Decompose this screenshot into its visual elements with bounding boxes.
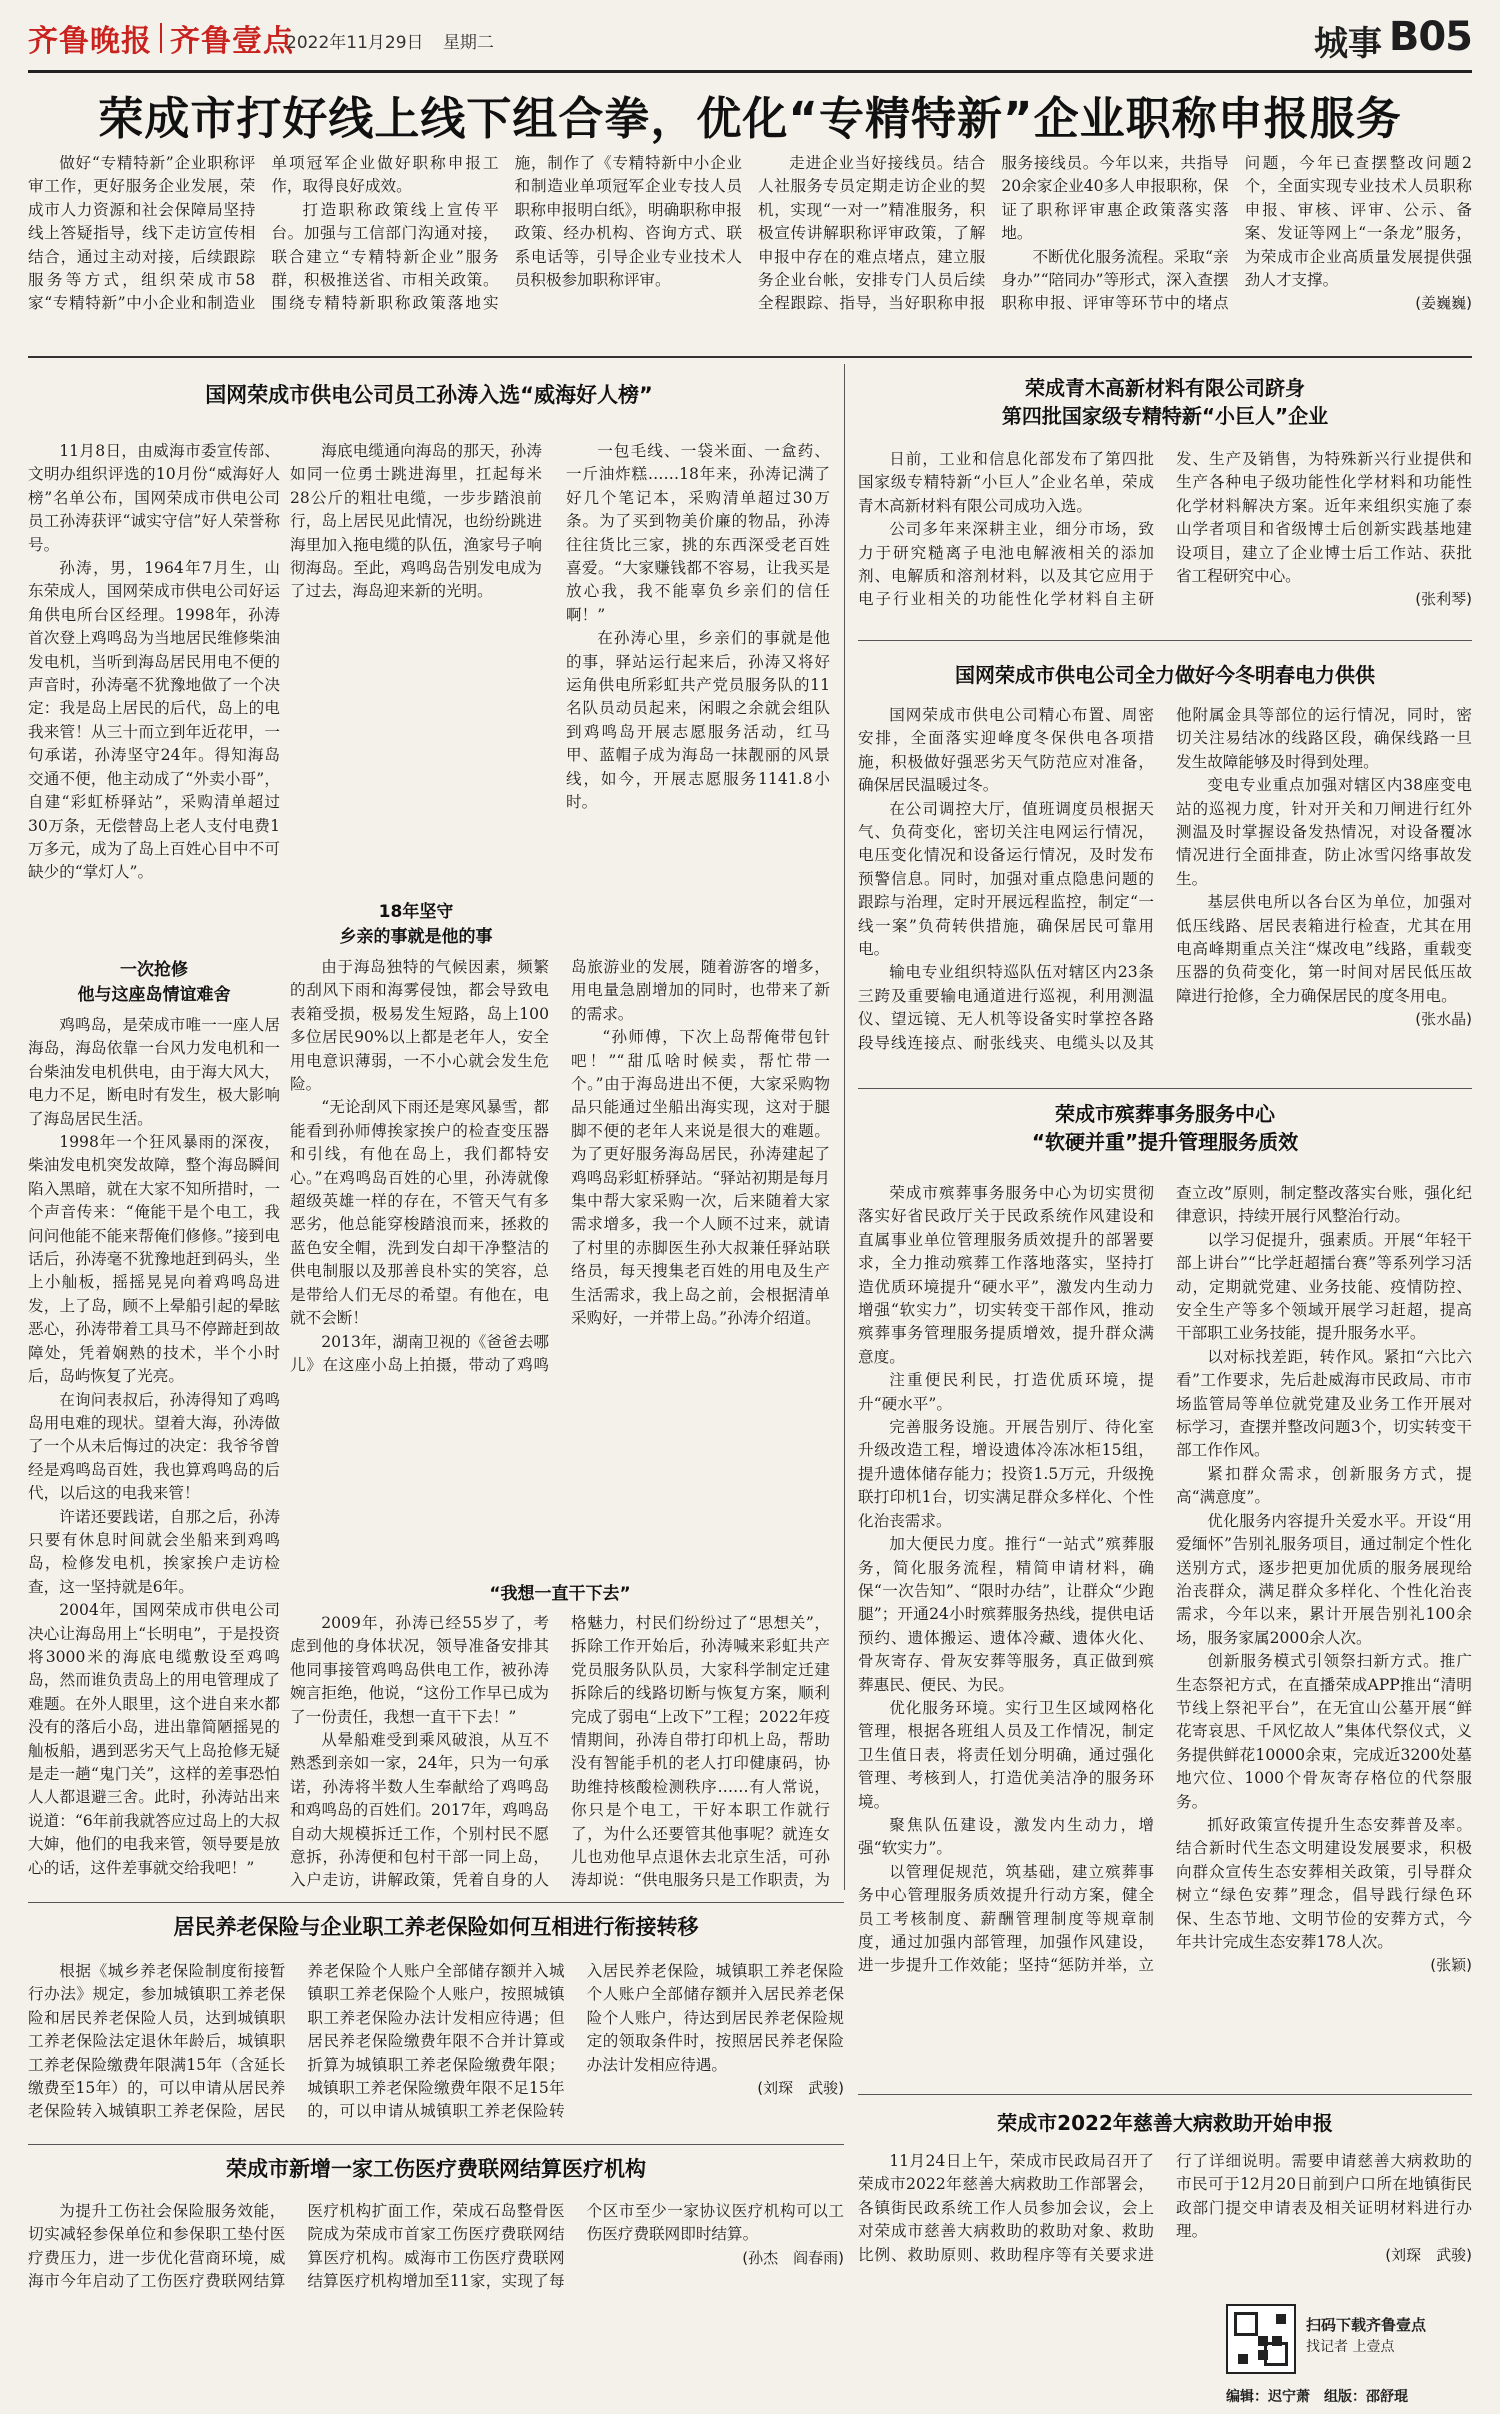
qingmu-title-line1: 荣成青木高新材料有限公司跻身 [1025, 376, 1305, 400]
suntao-paragraph: 许诺还要践诺，自那之后，孙涛只要有休息时间就会坐船来到鸡鸣岛，检修发电机，挨家挨户走访检查，这一坚持就是6年。 [28, 1507, 280, 1596]
power-paragraph: 变电专业重点加强对辖区内38座变电站的巡视力度，针对开关和刀闸进行红外测温及时掌握设备发热情况，对设备覆冰情况进行全面排查，防止冰雪闪络事故发生。 [1176, 776, 1472, 888]
suntao-subhead-2 [290, 900, 542, 950]
article-divider [858, 2094, 1472, 2095]
suntao-paragraph: 1998年一个狂风暴雨的深夜，柴油发电机突发故障，整个海岛瞬间陷入黑暗，就在大家不知所措时，一个声音传来：“俺能干是个电工，我问问他能不能来帮俺们修修。”接到电话后，孙涛毫不犹豫地赶到码头，坐上小舢板，摇摇晃晃向着鸡鸣岛进发，上了岛，顾不上晕船引起的晕眩恶心，孙涛带着工具马不停蹄赶到故障处，凭着娴熟的技术，半个小时后，岛屿恢复了光亮。 [28, 1133, 280, 1386]
power-paragraph: 在公司调控大厅，值班调度员根据天气、负荷变化，密切关注电网运行情况，电压变化情况和设备运行情况，及时发布预警信息。同时，加强对重点隐患问题的跟踪与治理，定时开展远程监控，制定“一线一案”负荷转供措施，确保居民可靠用电。 [858, 799, 1154, 959]
charity-paragraph: 11月24日上午，荣成市民政局召开了荣成市2022年慈善大病救助工作部署会，各镇街民政系统工作人员参加会议，会上对荣成市慈善大病救助的救助对象、救助比例、救助原则、救助程序等有关要求进行了详细说明。需要申请慈善大病救助的市民可于12月20日前到户口所在地镇街民政部门提交申请表及相关证明材料进行办理。 [858, 2152, 1472, 2264]
funeral-paragraph: 加大便民力度。推行“一站式”殡葬服务，简化服务流程，精简申请材料，确保“一次告知”、“限时办结”，让群众“少跑腿”；开通24小时殡葬服务热线，提供电话预约、遗体搬运、遗体冷藏、遗体火化、骨灰寄存、骨灰安葬等服务，真正做到殡葬惠民、便民、为民。 [858, 1535, 1154, 1694]
date-text: 2022年11月29日 [286, 33, 424, 53]
article-suntao-col2 [290, 440, 542, 900]
qr-caption [1306, 2314, 1426, 2358]
masthead [28, 10, 1472, 72]
article-power-body [858, 704, 1472, 1080]
injury-byline: (孙杰 阎春雨) [742, 2248, 844, 2267]
injury-paragraph: 为提升工伤社会保险服务效能，切实减轻参保单位和参保职工垫付医疗费压力，进一步优化营商环境，威海市今年启动了工伤医疗费联网结算医疗机构扩面工作，荣成石岛整骨医院成为荣成市首家工伤医疗费联网结算医疗机构。威海市工伤医疗费联网结算医疗机构增加至11家，实现了每个区市至少一家协议医疗机构可以工伤医疗费联网即时结算。 [28, 2202, 844, 2291]
suntao-paragraph: 从晕船难受到乘风破浪，从互不熟悉到亲如一家，24年，只为一句承诺，孙涛将半数人生奉献给了鸡鸣岛和鸡鸣岛的百姓们。2017年，鸡鸣岛自动大规模拆迁工作，个别村民不愿意拆，孙涛便和包村干部一同上岛，入户走访，讲解政策，凭着自身的人格魅力，村民们纷纷过了“思想关”，拆除工作开始后，孙涛喊来彩虹共产党员服务队队员，大家科学制定迁建拆除后的线路切断与恢复方案，顺利完成了弱电“上改下”工程；2022年疫情期间，孙涛自带打印机上岛，帮助没有智能手机的老人打印健康码，协助维持核酸检测秩序……有人常说，你只是个电工，干好本职工作就行了，为什么还要管其他事呢？就连女儿也劝他早点退休去北京生活，可孙涛却说：“供电服务只是工作职责，为 [290, 1614, 830, 1890]
suntao-paragraph: 2009年，孙涛已经55岁了，考虑到他的身体状况，领导准备安排其他同事接管鸡鸣岛供电工作，被孙涛婉言拒绝，他说，“这份工作早已成为了一份责任，我想一直干下去！” [290, 1614, 549, 1726]
suntao-subhead-1b: 他与这座岛情谊难舍 [77, 985, 231, 1005]
article-divider [28, 2144, 844, 2145]
suntao-subhead-3: “我想一直干下去” [489, 1584, 631, 1604]
pension-byline: (刘琛 武骏) [757, 2079, 844, 2098]
article-charity-title: 荣成市2022年慈善大病救助开始申报 [997, 2111, 1333, 2135]
article-suntao-title: 国网荣成市供电公司员工孙涛入选“威海好人榜” [205, 383, 653, 407]
column-divider [844, 364, 845, 1890]
article-divider [28, 1902, 844, 1903]
brand-separator [160, 23, 162, 53]
funeral-paragraph: 完善服务设施。开展告别厅、待化室升级改造工程，增设遗体冷冻冰柜15组，提升遗体储存能力；投资1.5万元，升级挽联打印机1台，切实满足群众多样化、个性化治丧需求。 [858, 1418, 1154, 1530]
power-byline: (张水晶) [1415, 1010, 1472, 1029]
weekday-text: 星期二 [442, 33, 494, 53]
suntao-paragraph: 一包毛线、一袋米面、一盒药、一斤油炸糕……18年来，孙涛记满了好几个笔记本，采购清单超过30万条。为了买到物美价廉的物品，孙涛往往货比三家，挑的东西深受老百姓喜爱。“大家赚钱都不容易，让我买是放心我，我不能辜负乡亲们的信任啊！” [566, 442, 830, 624]
funeral-paragraph: 优化服务环境。实行卫生区域网格化管理，根据各班组人员及工作情况，制定卫生值日表，将责任划分明确，通过强化管理、考核到人，打造优美洁净的服务环境。 [858, 1698, 1154, 1811]
suntao-paragraph: “孙师傅，下次上岛帮俺带包针吧！”“甜瓜啥时候卖，帮忙带一个。”由于海岛进出不便，大家采购物品只能通过坐船出海实现，这对于腿脚不便的老年人来说是很大的难题。为了更好服务海岛居民，孙涛建起了鸡鸣岛彩虹桥驿站。“驿站初期是每月集中帮大家采购一次，后来随着大家需求增多，我一个人顾不过来，就请了村里的赤脚医生孙大叔兼任驿站联络员，每天搜集老百姓的用电及生产生活需求，我上岛之前，会根据清单采购好，一并带上岛。”孙涛介绍道。 [571, 1028, 830, 1328]
suntao-paragraph: 海底电缆通向海岛的那天，孙涛如同一位勇士跳进海里，扛起每米28公斤的粗壮电缆，一步步踏浪前行，岛上居民见此情况，也纷纷跳进海里加入拖电缆的队伍，渔家号子响彻海岛。至此，鸡鸣岛告别发电成为了过去，海岛迎来新的光明。 [290, 442, 542, 601]
lead-paragraph: 不断优化服务流程。采取“亲身办”“陪同办”等形式，深入查摆职称申报、评审等环节中的堵点问题，今年已查摆整改问题2个，全面实现专业技术人员职称申报、审核、评审、公示、备案、发证等网上“一条龙”服务，为荣成市企业高质量发展提供强劲人才支撑。 [1001, 154, 1472, 313]
page-number: B05 [1388, 14, 1472, 60]
qr-code-icon[interactable] [1226, 2304, 1296, 2374]
qr-code-pattern [1258, 2336, 1268, 2346]
suntao-paragraph: 孙涛，男，1964年7月生，山东荣成人，国网荣成市供电公司好运角供电所台区经理。1998年，孙涛首次登上鸡鸣岛为当地居民维修柴油发电机，当听到海岛居民用电不便的声音时，孙涛毫不犹豫地做了一个决定：我是岛上居民的后代，岛上的电我来管！从三十而立到年近花甲，一句承诺，孙涛坚守24年。得知海岛交通不便，他主动成了“外卖小哥”，自建“彩虹桥驿站”，采购清单超过30万条，无偿替岛上老人支付电费1万多元，成为了岛上百姓心目中不可缺少的“掌灯人”。 [28, 559, 280, 882]
lead-paragraph: 做好“专精特新”企业职称评审工作，更好服务企业发展，荣成市人力资源和社会保障局坚持线上答疑指导，线下走访宣传相结合，通过主动对接，后续跟踪服务等方式，组织荣成市58家“专精特新”中小企业和制造业单项冠军企业做好职称申报工作，取得良好成效。 [28, 154, 499, 313]
funeral-paragraph: 创新服务模式引领祭扫新方式。推广生态祭祀方式，在直播荣成APP推出“清明节线上祭祀平台”，在无宜山公墓开展“鲜花寄哀思、千风忆故人”集体代祭仪式，义务提供鲜花10000余束，完成近3200处墓地穴位、1000个骨灰寄存格位的代祭服务。 [1176, 1652, 1472, 1811]
power-paragraph: 输电专业组织特巡队伍对辖区内23条三跨及重要输电通道进行巡视，利用测温仪、望远镜、无人机等设备实时掌控各路段导线连接点、耐张线夹、电缆头以及其他附属金具等部位的运行情况，同时，密切关注易结冰的线路区段，确保线路一旦发生故障能够及时得到处理。 [858, 706, 1472, 1052]
suntao-paragraph: 鸡鸣岛，是荣成市唯一一座人居海岛，海岛依靠一台风力发电机和一台柴油发电机供电，由于海大风大，电力不足，断电时有发生，极大影响了海岛居民生活。 [28, 1016, 280, 1128]
qingmu-byline: (张利琴) [1415, 590, 1472, 609]
lead-body [28, 152, 1472, 348]
article-injury-title: 荣成市新增一家工伤医疗费联网结算医疗机构 [226, 2157, 646, 2181]
suntao-paragraph: 在询问表叔后，孙涛得知了鸡鸣岛用电难的现状。望着大海，孙涛做了一个从未后悔过的决定：我爷爷曾经是鸡鸣岛百姓，我也算鸡鸣岛的后代，以后这的电我来管！ [28, 1390, 280, 1503]
funeral-paragraph: 荣成市殡葬事务服务中心为切实贯彻落实好省民政厅关于民政系统作风建设和直属事业单位管理服务质效提升的部署要求，全力推动殡葬工作落地落实，坚持打造优质环境提升“硬水平”，激发内生动力增强“软实力”，切实转变干部作风，推动殡葬事务管理服务提质增效，提升群众满意度。 [858, 1184, 1154, 1366]
funeral-paragraph: 以学习促提升，强素质。开展“年轻干部上讲台”“比学赶超擂台赛”等系列学习活动，定期就党建、业务技能、疫情防控、安全生产等多个领域开展学习赶超，提高干部职工业务技能，提升服务水平。 [1176, 1230, 1472, 1343]
funeral-paragraph: 聚焦队伍建设，激发内生动力，增强“软实力”。 [858, 1815, 1154, 1858]
article-suntao-col3 [566, 440, 830, 940]
funeral-paragraph: 以对标找差距，转作风。紧扣“六比六看”工作要求，先后赴威海市民政局、市市场监管局等单位就党建及业务工作开展对标学习，查摆并整改问题3个，切实转变干部工作作风。 [1176, 1347, 1472, 1460]
article-pension-title: 居民养老保险与企业职工养老保险如何互相进行衔接转移 [173, 1915, 699, 1939]
article-pension-body [28, 1960, 844, 2130]
charity-byline: (刘琛 武骏) [1385, 2245, 1472, 2264]
article-divider [858, 1088, 1472, 1089]
qingmu-paragraph: 公司多年来深耕主业，细分市场，致力于研究糙离子电池电解液相关的添加剂、电解质和溶剂材料，以及其它应用于电子行业相关的功能性化学材料自主研发、生产及销售，为特殊新兴行业提供和生产各种电子级功能性化学材料和功能性化学材料解决方案。近年来组织实施了泰山学者项目和省级博士后创新实践基地建设项目，建立了企业博士后工作站、获批省工程研究中心。 [858, 450, 1472, 609]
suntao-subhead-2a: 18年坚守 [378, 902, 454, 922]
suntao-subhead-1 [28, 958, 280, 1008]
article-suntao-col4 [290, 1612, 830, 1894]
qr-caption-line1: 扫码下载齐鲁壹点 [1306, 2316, 1427, 2334]
article-funeral-body [858, 1182, 1472, 2088]
lead-byline: (姜巍巍) [1415, 294, 1472, 313]
suntao-paragraph: “无论刮风下雨还是寒风暴雪，都能看到孙师傅挨家挨户的检查变压器和引线，有他在岛上，我们都特安心。”在鸡鸣岛百姓的心里，孙涛就像超级英雄一样的存在，不管天气有多恶劣，他总能穿梭踏浪而来，拯救的蓝色安全帽，洗到发白却干净整洁的供电制服以及那善良朴实的笑容，总是带给人们无尽的希望。有他在，电就不会断！ [290, 1098, 549, 1328]
funeral-paragraph: 以管理促规范，筑基础，建立殡葬事务中心管理服务质效提升行动方案，健全员工考核制度、薪酬管理制度等规章制度，通过加强内部管理，加强作风建设，进一步提升工作效能；坚持“惩防并举，立查立改”原则，制定整改落实台账，强化纪律意识，持续开展行风整治行动。 [858, 1184, 1472, 1975]
funeral-paragraph: 注重便民利民，打造优质环境，提升“硬水平”。 [858, 1371, 1154, 1413]
funeral-paragraph: 优化服务内容提升关爱水平。开设“用爱缅怀”告别礼服务项目，通过制定个性化送别方式，逐步把更加优质的服务展现给治丧群众，满足群众多样化、个性化治丧需求，今年以来，累计开展告别礼100余场，服务家属2000余人次。 [1176, 1511, 1472, 1647]
suntao-paragraph: 2013年，湖南卫视的《爸爸去哪儿》在这座小岛上拍摄，带动了鸡鸣岛旅游业的发展，随着游客的增多，用电量急剧增加的同时，也带来了新的需求。 [290, 958, 830, 1374]
suntao-paragraph: 由于海岛独特的气候因素，频繁的刮风下雨和海雾侵蚀，都会导致电表箱受损，极易发生短路，岛上100多位居民90%以上都是老年人，安全用电意识薄弱，一不小心就会发生危险。 [290, 958, 549, 1094]
issue-date [286, 28, 508, 53]
article-power-title: 国网荣成市供电公司全力做好今冬明春电力供供 [955, 663, 1375, 687]
article-qingmu-title [858, 374, 1472, 430]
suntao-subhead-1a: 一次抢修 [120, 960, 188, 980]
brand-logo [28, 16, 294, 60]
brand-qilu-yidian: 齐鲁壹点 [170, 24, 294, 59]
suntao-subhead-2b: 乡亲的事就是他的事 [339, 927, 493, 947]
funeral-paragraph: 抓好政策宣传提升生态安葬普及率。结合新时代生态文明建设发展要求，积极向群众宣传生态安葬相关政策，引导群众树立“绿色安葬”理念，倡导践行绿色环保、生态节地、文明节俭的安葬方式，今年共计完成生态安葬178人次。 [1176, 1815, 1472, 1951]
article-injury-body [28, 2200, 844, 2400]
qr-caption-line2: 找记者 上壹点 [1306, 2339, 1395, 2355]
pension-paragraph: 根据《城乡养老保险制度衔接暂行办法》规定，参加城镇职工养老保险和居民养老保险人员，达到城镇职工养老保险法定退休年龄后，城镇职工养老保险缴费年限满15年（含延长缴费至15年）的，可以申请从居民养老保险转入城镇职工养老保险，居民养老保险个人账户全部储存额并入城镇职工养老保险个人账户，按照城镇职工养老保险办法计发相应待遇；但居民养老保险缴费年限不合并计算或折算为城镇职工养老保险缴费年限；城镇职工养老保险缴费年限不足15年的，可以申请从城镇职工养老保险转入居民养老保险，城镇职工养老保险个人账户全部储存额并入居民养老保险个人账户，待达到居民养老保险规定的领取条件时，按照居民养老保险办法计发相应待遇。 [28, 1962, 844, 2121]
lead-divider [28, 356, 1472, 358]
suntao-paragraph: 在孙涛心里，乡亲们的事就是他的事，驿站运行起来后，孙涛又将好运角供电所彩虹共产党员服务队的11名队员动员起来，闲暇之余就会组队到鸡鸣岛开展志愿服务活动，红马甲、蓝帽子成为海岛一抹靓丽的风景线，如今，开展志愿服务1141.8小时。 [566, 629, 830, 812]
brand-qilu-evening: 齐鲁晚报 [28, 24, 152, 59]
masthead-rule [28, 70, 1472, 73]
funeral-title-line1: 荣成市殡葬事务服务中心 [1055, 1102, 1275, 1126]
funeral-byline: (张颖) [1430, 1956, 1472, 1975]
article-funeral-title [858, 1100, 1472, 1156]
article-charity-body [858, 2150, 1472, 2290]
funeral-title-line2: “软硬并重”提升管理服务质效 [1031, 1130, 1299, 1154]
lead-paragraph: 打造职称政策线上宣传平台。加强与工信部门沟通对接，联合建立“专精特新企业”服务群，积极推送省、市相关政策。围绕专精特新职称政策落地实施，制作了《专精特新中小企业和制造业单项冠军企业专技人员职称申报明白纸》，明确职称申报政策、经办机构、咨询方式、联系电话等，引导企业专业技术人员积极参加职称评审。 [271, 154, 742, 313]
article-qingmu-body [858, 448, 1472, 648]
article-suntao-col1b [28, 1014, 280, 1894]
article-divider [858, 640, 1472, 641]
section-name: 城事 [1314, 24, 1382, 64]
qingmu-title-line2: 第四批国家级专精特新“小巨人”企业 [1001, 404, 1329, 428]
lead-headline: 荣成市打好线上线下组合拳，优化“专精特新”企业职称申报服务 [98, 92, 1402, 145]
article-suntao-col2b [290, 956, 830, 1574]
article-suntao-col1 [28, 440, 280, 960]
qingmu-paragraph: 日前，工业和信息化部发布了第四批国家级专精特新“小巨人”企业名单，荣成青木高新材料有限公司成功入选。 [858, 450, 1154, 515]
lead-paragraph: 走进企业当好接线员。结合人社服务专员定期走访企业的契机，实现“一对一”精准服务，积极宣传讲解职称评审政策，了解申报中存在的难点堵点，建立服务企业台帐，安排专门人员后续全程跟踪、指导，当好职称申报服务接线员。今年以来，共指导20余家企业40多人申报职称，保证了职称评审惠企政策落实落地。 [757, 154, 1229, 313]
editor-credit: 编辑：迟宁萧 组版：邵舒琨 [1226, 2389, 1408, 2405]
suntao-paragraph: 2004年，国网荣成市供电公司决心让海岛用上“长明电”，于是投资将3000米的海底电缆敷设至鸡鸣岛，然而谁负责岛上的用电管理成了难题。在外人眼里，这个进自来水都没有的落后小岛，进出靠简陋摇晃的舢板船，遇到恶劣天气上岛抢修无疑是走一趟“鬼门关”，这样的差事恐怕人人都退避三舍。此时，孙涛站出来说道：“6年前我就答应过岛上的大叔大婶，他们的电我来管，领导要是放心的话，这件差事就交给我吧！” [28, 1601, 280, 1877]
power-paragraph: 基层供电所以各台区为单位，加强对低压线路、居民表箱进行检查，尤其在用电高峰期重点关注“煤改电”线路，重载变压器的负荷变化，第一时间对居民低压故障进行抢修，全力确保居民的度冬用电。 [1176, 893, 1472, 1005]
suntao-paragraph: 11月8日，由威海市委宣传部、文明办组织评选的10月份“威海好人榜”名单公布，国网荣成市供电公司员工孙涛获评“诚实守信”好人荣誉称号。 [28, 442, 280, 554]
funeral-paragraph: 紧扣群众需求，创新服务方式，提高“满意度”。 [1176, 1464, 1472, 1507]
power-paragraph: 国网荣成市供电公司精心布置、周密安排，全面落实迎峰度冬保供电各项措施，积极做好强恶劣天气防范应对准备，确保居民温暖过冬。 [858, 706, 1154, 795]
